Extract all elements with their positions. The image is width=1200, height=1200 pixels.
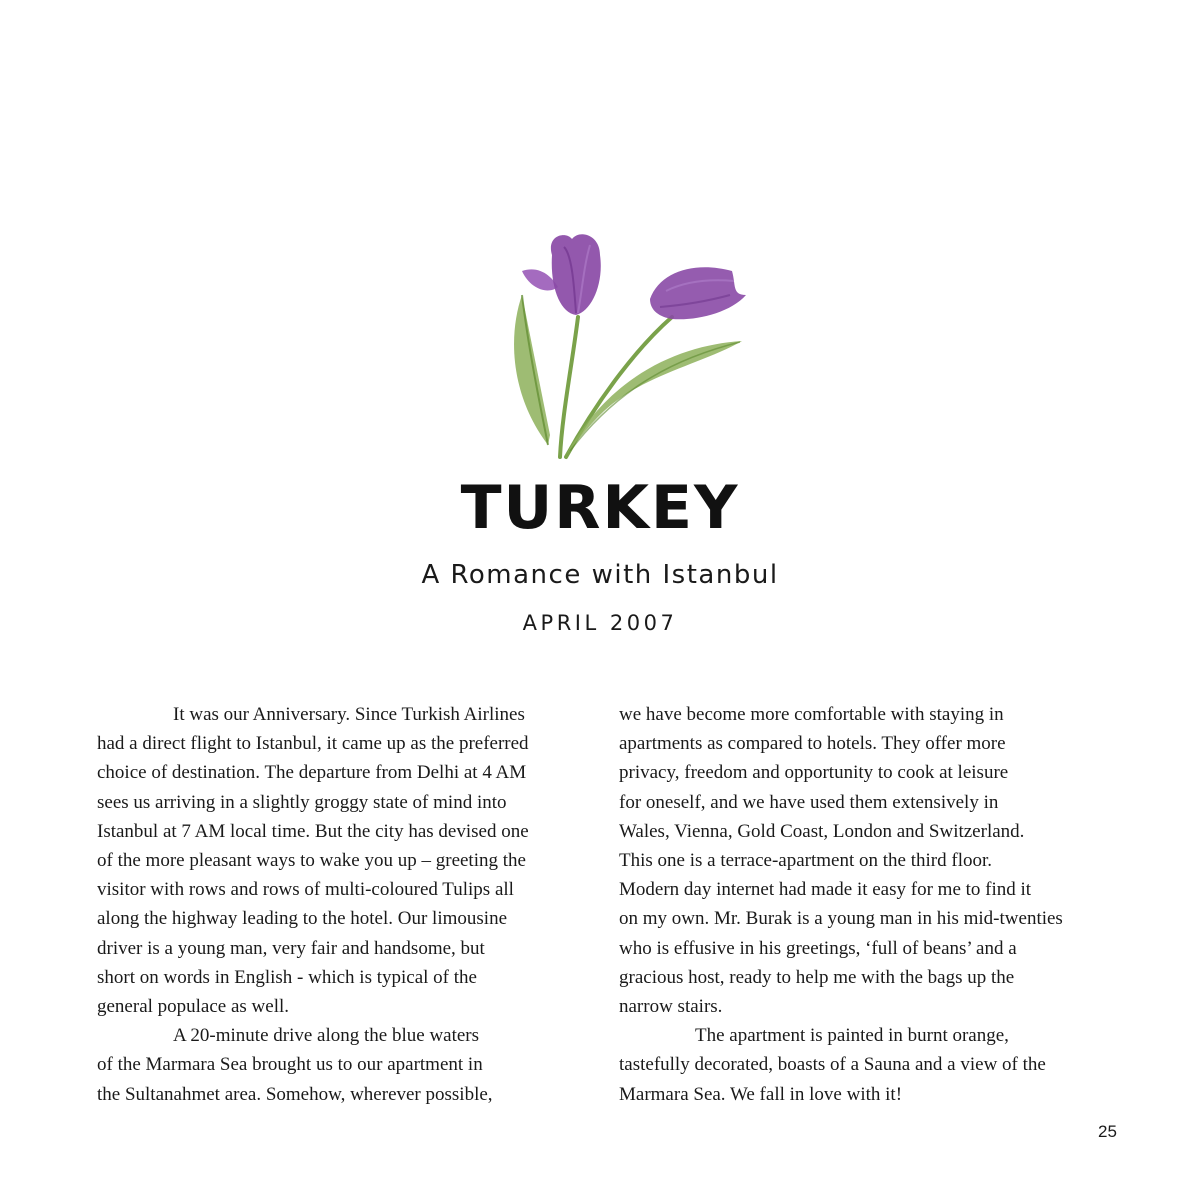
text-line: Istanbul at 7 AM local time. But the city has devised one [97,820,529,842]
text-line: The apartment is painted in burnt orange, [695,1025,1009,1047]
text-line: Wales, Vienna, Gold Coast, London and Switzerland. [619,820,1025,842]
page-number: 25 [1098,1122,1117,1141]
text-line: along the highway leading to the hotel. Our limousine [97,908,508,930]
chapter-date: APRIL 2007 [522,611,678,635]
body-column-left [97,700,577,1109]
text-line: on my own. Mr. Burak is a young man in his mid-twenties [619,908,1063,930]
text-line: had a direct flight to Istanbul, it came up as the preferred [97,733,529,755]
text-line: choice of destination. The departure from Delhi at 4 AM [97,762,527,784]
text-line: sees us arriving in a slightly groggy state of mind into [97,791,507,813]
text-line: we have become more comfortable with staying in [619,704,1004,725]
text-line: This one is a terrace-apartment on the third floor. [619,850,993,872]
text-line: Marmara Sea. We fall in love with it! [619,1083,903,1105]
text-line: A 20-minute drive along the blue waters [173,1025,480,1047]
body-column-right [619,700,1099,1109]
text-line: It was our Anniversary. Since Turkish Airlines [173,704,525,725]
text-line: privacy, freedom and opportunity to cook at leisure [619,762,1009,784]
text-line: for oneself, and we have used them extensively in [619,791,999,813]
text-line: of the more pleasant ways to wake you up – greeting the [97,850,526,872]
text-line: of the Marmara Sea brought us to our apartment in [97,1054,483,1076]
page-subtitle: A Romance with Istanbul [421,560,779,590]
text-line: Modern day internet had made it easy for me to find it [619,879,1032,901]
text-line: apartments as compared to hotels. They offer more [619,733,1006,755]
tulip-illustration-icon [500,225,760,465]
text-line: general populace as well. [97,996,290,1018]
text-line: short on words in English - which is typical of the [97,966,477,988]
page-title: TURKEY [460,473,740,543]
text-line: visitor with rows and rows of multi-coloured Tulips all [97,879,514,901]
text-line: tastefully decorated, boasts of a Sauna and a view of the [619,1054,1046,1076]
text-line: who is effusive in his greetings, ‘full of beans’ and a [619,937,1017,959]
text-line: gracious host, ready to help me with the bags up the [619,966,1015,988]
text-line: narrow stairs. [619,996,723,1018]
text-line: driver is a young man, very fair and handsome, but [97,937,485,959]
text-line: the Sultanahmet area. Somehow, wherever possible, [97,1083,493,1105]
